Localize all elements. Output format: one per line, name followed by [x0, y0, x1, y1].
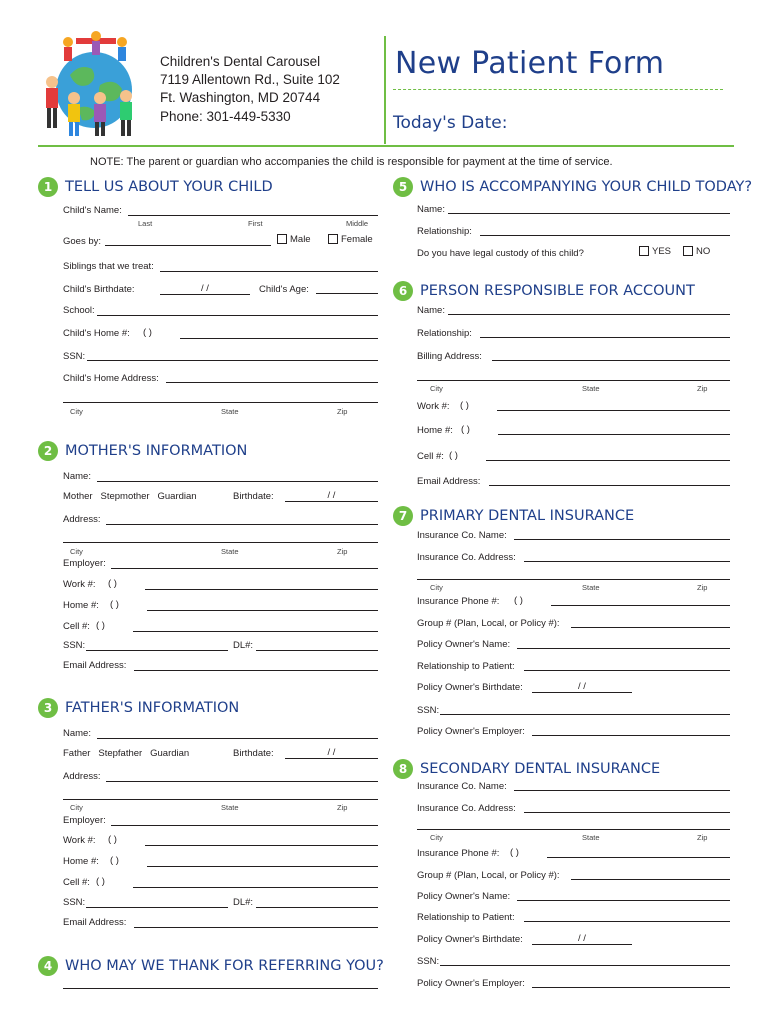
mother-email-field[interactable] [134, 670, 378, 671]
sub-zip: Zip [697, 583, 708, 592]
mother-home-field[interactable]: ( ) [110, 599, 119, 610]
father-birthdate-field[interactable]: / / [285, 747, 378, 759]
mother-name-label: Name: [63, 471, 91, 482]
father-ssn-label: SSN: [63, 897, 86, 908]
section-title: SECONDARY DENTAL INSURANCE [420, 761, 661, 777]
section-number: 5 [393, 177, 413, 197]
father-name-field[interactable] [97, 738, 378, 739]
section-title: PERSON RESPONSIBLE FOR ACCOUNT [420, 283, 695, 299]
father-home-label: Home #: [63, 856, 99, 867]
mother-work-field[interactable]: ( ) [108, 578, 117, 589]
secondary-owner-birthdate-field[interactable]: / / [532, 933, 632, 945]
section-title: MOTHER'S INFORMATION [65, 443, 248, 459]
sub-state: State [582, 384, 600, 393]
mother-email-label: Email Address: [63, 660, 127, 671]
secondary-phone-line[interactable] [547, 857, 730, 858]
mother-home-label: Home #: [63, 600, 99, 611]
male-checkbox[interactable] [277, 234, 287, 244]
responsible-name-label: Name: [417, 305, 445, 316]
father-home-line[interactable] [147, 866, 378, 867]
father-work-line[interactable] [145, 845, 378, 846]
sub-city: City [430, 833, 443, 842]
father-birthdate-label: Birthdate: [233, 748, 274, 759]
practice-phone: Phone: 301-449-5330 [160, 108, 291, 124]
section-title: PRIMARY DENTAL INSURANCE [420, 508, 635, 524]
mother-dl-field[interactable] [256, 650, 378, 651]
sub-zip: Zip [337, 803, 348, 812]
siblings-label: Siblings that we treat: [63, 261, 154, 272]
father-cell-field[interactable]: ( ) [96, 876, 105, 887]
secondary-phone-field[interactable]: ( ) [510, 847, 519, 858]
sub-zip: Zip [337, 407, 348, 416]
child-name-field[interactable] [128, 215, 378, 216]
father-email-field[interactable] [134, 927, 378, 928]
section-5-header [393, 177, 752, 197]
primary-employer-label: Policy Owner's Employer: [417, 726, 525, 737]
primary-employer-field[interactable] [532, 735, 730, 736]
custody-no-label: NO [696, 246, 711, 257]
accompany-name-field[interactable] [448, 213, 730, 214]
primary-group-field[interactable] [571, 627, 730, 628]
mother-type-options[interactable]: Mother Stepmother Guardian [63, 491, 197, 502]
section-6-header [393, 281, 695, 301]
section-title: FATHER'S INFORMATION [65, 700, 240, 716]
father-type-options[interactable]: Father Stepfather Guardian [63, 748, 190, 759]
responsible-home-label: Home #: [417, 425, 453, 436]
practice-street: 7119 Allentown Rd., Suite 102 [160, 72, 340, 88]
mother-cell-label: Cell #: [63, 621, 90, 632]
secondary-co-name-label: Insurance Co. Name: [417, 781, 507, 792]
child-age-label: Child's Age: [259, 284, 309, 295]
father-address-field[interactable] [106, 781, 378, 782]
mother-cell-field[interactable]: ( ) [96, 620, 105, 631]
accompany-relationship-label: Relationship: [417, 226, 472, 237]
goes-by-label: Goes by: [63, 236, 102, 247]
secondary-owner-field[interactable] [517, 900, 730, 901]
child-age-field[interactable] [316, 293, 378, 294]
section-number: 7 [393, 506, 413, 526]
secondary-group-label: Group # (Plan, Local, or Policy #): [417, 870, 560, 881]
primary-phone-line[interactable] [551, 605, 730, 606]
section-title: WHO MAY WE THANK FOR REFERRING YOU? [65, 958, 384, 974]
mother-name-field[interactable] [97, 481, 378, 482]
sub-zip: Zip [697, 833, 708, 842]
section-7-header [393, 506, 634, 526]
primary-owner-label: Policy Owner's Name: [417, 639, 511, 650]
child-address-label: Child's Home Address: [63, 373, 159, 384]
primary-group-label: Group # (Plan, Local, or Policy #): [417, 618, 560, 629]
secondary-ssn-label: SSN: [417, 956, 440, 967]
primary-phone-field[interactable]: ( ) [514, 595, 523, 606]
mother-dl-label: DL#: [233, 640, 254, 651]
responsible-relationship-field[interactable] [480, 337, 730, 338]
male-label: Male [290, 234, 311, 245]
sub-city: City [70, 803, 83, 812]
responsible-home-line[interactable] [498, 434, 730, 435]
payment-note: NOTE: The parent or guardian who accompanies the child is responsible for payment at the time of service. [90, 156, 613, 168]
child-home-label: Child's Home #: [63, 328, 130, 339]
primary-owner-field[interactable] [517, 648, 730, 649]
father-dl-field[interactable] [256, 907, 378, 908]
child-name-label: Child's Name: [63, 205, 122, 216]
father-email-label: Email Address: [63, 917, 127, 928]
responsible-name-field[interactable] [448, 314, 730, 315]
secondary-owner-birthdate-label: Policy Owner's Birthdate: [417, 934, 523, 945]
responsible-email-label: Email Address: [417, 476, 481, 487]
section-number: 2 [38, 441, 58, 461]
father-employer-field[interactable] [111, 825, 378, 826]
father-dl-label: DL#: [233, 897, 254, 908]
mother-home-line[interactable] [147, 610, 378, 611]
sub-city: City [430, 384, 443, 393]
sub-city: City [70, 407, 83, 416]
sub-city: City [430, 583, 443, 592]
mother-address-label: Address: [63, 514, 101, 525]
section-1-header [38, 177, 273, 197]
accompany-relationship-field[interactable] [480, 235, 730, 236]
section-number: 8 [393, 759, 413, 779]
responsible-work-line[interactable] [497, 410, 730, 411]
primary-co-address-label: Insurance Co. Address: [417, 552, 516, 563]
responsible-relationship-label: Relationship: [417, 328, 472, 339]
primary-ssn-field[interactable] [440, 714, 730, 715]
child-address-line2[interactable] [63, 402, 378, 403]
mother-work-line[interactable] [145, 589, 378, 590]
mother-work-label: Work #: [63, 579, 96, 590]
section-number: 6 [393, 281, 413, 301]
mother-birthdate-field[interactable]: / / [285, 490, 378, 502]
secondary-employer-field[interactable] [532, 987, 730, 988]
responsible-cell-label: Cell #: [417, 451, 444, 462]
primary-co-address-line2[interactable] [417, 579, 730, 580]
mother-address-field[interactable] [106, 524, 378, 525]
father-address-line2[interactable] [63, 799, 378, 800]
primary-ssn-label: SSN: [417, 705, 440, 716]
primary-co-name-label: Insurance Co. Name: [417, 530, 507, 541]
primary-co-name-field[interactable] [514, 539, 730, 540]
secondary-co-address-label: Insurance Co. Address: [417, 803, 516, 814]
billing-address-line2[interactable] [417, 380, 730, 381]
father-work-label: Work #: [63, 835, 96, 846]
responsible-email-field[interactable] [489, 485, 730, 486]
responsible-cell-field[interactable]: ( ) [449, 450, 458, 461]
sub-last: Last [138, 219, 153, 228]
father-address-label: Address: [63, 771, 101, 782]
secondary-owner-label: Policy Owner's Name: [417, 891, 511, 902]
female-label: Female [341, 234, 373, 245]
custody-yes-checkbox[interactable] [639, 246, 649, 256]
mother-ssn-label: SSN: [63, 640, 86, 651]
custody-yes-label: YES [652, 246, 672, 257]
accompany-name-label: Name: [417, 204, 445, 215]
child-birthdate-label: Child's Birthdate: [63, 284, 135, 295]
sub-state: State [582, 583, 600, 592]
mother-employer-label: Employer: [63, 558, 106, 569]
secondary-employer-label: Policy Owner's Employer: [417, 978, 525, 989]
form-title: New Patient Form [395, 46, 665, 81]
section-3-header [38, 698, 239, 718]
responsible-cell-line[interactable] [486, 460, 730, 461]
sub-middle: Middle [346, 219, 369, 228]
responsible-home-field[interactable]: ( ) [461, 424, 470, 435]
father-ssn-field[interactable] [86, 907, 228, 908]
practice-name: Children's Dental Carousel [160, 54, 321, 69]
father-employer-label: Employer: [63, 815, 106, 826]
custody-question: Do you have legal custody of this child? [417, 248, 584, 259]
mother-ssn-field[interactable] [86, 650, 228, 651]
section-title: TELL US ABOUT YOUR CHILD [65, 179, 273, 195]
child-birthdate-field[interactable]: / / [160, 283, 250, 295]
sub-state: State [221, 407, 239, 416]
father-home-field[interactable]: ( ) [110, 855, 119, 866]
sub-state: State [221, 803, 239, 812]
section-4-header [38, 956, 384, 976]
primary-co-address-field[interactable] [524, 561, 730, 562]
child-ssn-label: SSN: [63, 351, 86, 362]
billing-address-label: Billing Address: [417, 351, 482, 362]
billing-address-field[interactable] [492, 360, 730, 361]
father-name-label: Name: [63, 728, 91, 739]
goes-by-field[interactable] [105, 245, 271, 246]
header-divider [384, 36, 386, 144]
section-title: WHO IS ACCOMPANYING YOUR CHILD TODAY? [420, 179, 753, 195]
primary-owner-birthdate-field[interactable]: / / [532, 681, 632, 693]
practice-address [160, 53, 340, 126]
todays-date-field[interactable] [505, 129, 730, 130]
mother-employer-field[interactable] [111, 568, 378, 569]
custody-no-checkbox[interactable] [683, 246, 693, 256]
mother-birthdate-label: Birthdate: [233, 491, 274, 502]
secondary-phone-label: Insurance Phone #: [417, 848, 500, 859]
primary-phone-label: Insurance Phone #: [417, 596, 500, 607]
sub-zip: Zip [337, 547, 348, 556]
sub-city: City [70, 547, 83, 556]
school-field[interactable] [97, 315, 378, 316]
primary-owner-birthdate-label: Policy Owner's Birthdate: [417, 682, 523, 693]
female-checkbox[interactable] [328, 234, 338, 244]
responsible-work-field[interactable]: ( ) [460, 400, 469, 411]
secondary-relationship-label: Relationship to Patient: [417, 912, 515, 923]
section-2-header [38, 441, 247, 461]
title-dash-line [393, 89, 723, 90]
father-work-field[interactable]: ( ) [108, 834, 117, 845]
secondary-group-field[interactable] [571, 879, 730, 880]
father-cell-line[interactable] [133, 887, 378, 888]
mother-cell-line[interactable] [133, 631, 378, 632]
referral-field[interactable] [63, 988, 378, 989]
section-8-header [393, 759, 660, 779]
child-home-line[interactable] [180, 338, 378, 339]
school-label: School: [63, 305, 95, 316]
secondary-ssn-field[interactable] [440, 965, 730, 966]
section-number: 4 [38, 956, 58, 976]
header-rule [38, 145, 734, 147]
primary-relationship-label: Relationship to Patient: [417, 661, 515, 672]
practice-city: Ft. Washington, MD 20744 [160, 90, 321, 106]
secondary-relationship-field[interactable] [524, 921, 730, 922]
secondary-co-name-field[interactable] [514, 790, 730, 791]
child-address-field[interactable] [166, 382, 378, 383]
secondary-co-address-field[interactable] [524, 812, 730, 813]
child-home-field[interactable]: ( ) [143, 327, 152, 338]
father-cell-label: Cell #: [63, 877, 90, 888]
secondary-co-address-line2[interactable] [417, 829, 730, 830]
todays-date-label: Today's Date: [393, 113, 508, 133]
section-number: 1 [38, 177, 58, 197]
mother-address-line2[interactable] [63, 542, 378, 543]
sub-first: First [248, 219, 263, 228]
child-ssn-field[interactable] [87, 360, 378, 361]
siblings-field[interactable] [160, 271, 378, 272]
section-number: 3 [38, 698, 58, 718]
responsible-work-label: Work #: [417, 401, 450, 412]
primary-relationship-field[interactable] [524, 670, 730, 671]
carousel-logo [38, 30, 146, 138]
sub-zip: Zip [697, 384, 708, 393]
sub-state: State [221, 547, 239, 556]
sub-state: State [582, 833, 600, 842]
